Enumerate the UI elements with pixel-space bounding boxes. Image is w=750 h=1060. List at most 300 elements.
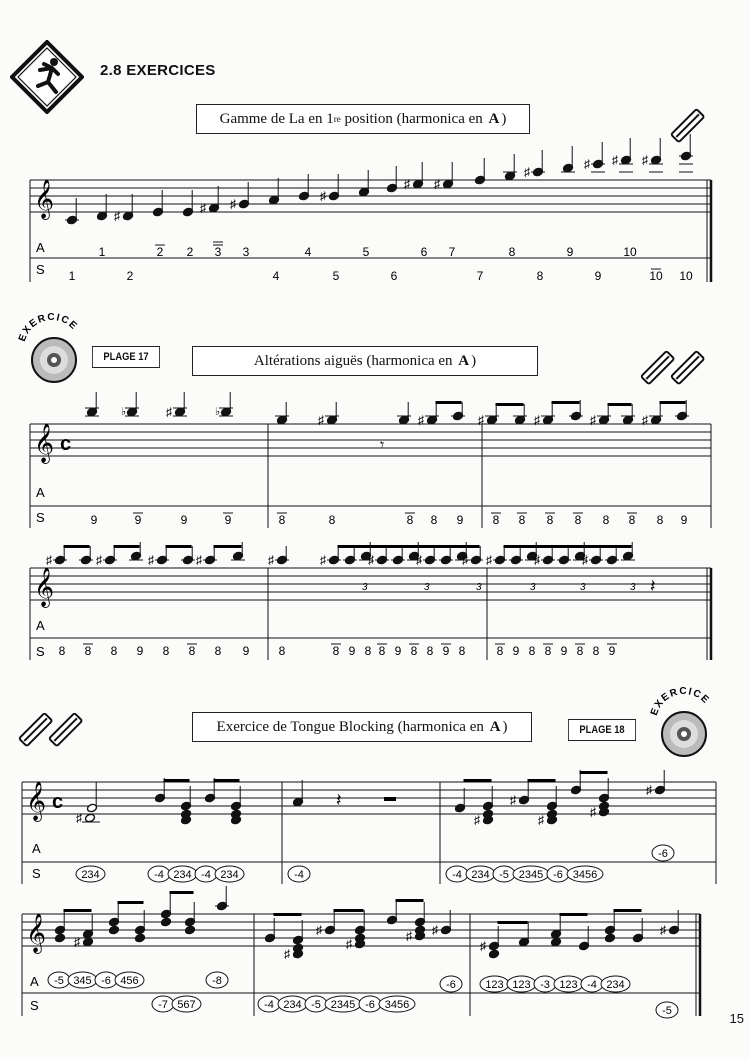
tab-value: 345	[73, 975, 92, 987]
sharp-sign: ♯	[534, 413, 540, 427]
note	[451, 402, 465, 421]
tab-label-a: A	[36, 618, 45, 633]
badge-label: EXERCICE	[16, 312, 80, 344]
triplet-mark: 3	[630, 582, 636, 593]
tab-circle	[258, 996, 280, 1012]
staff-5-tab	[48, 972, 678, 1018]
tab-number: 10	[623, 245, 637, 259]
tab-circle	[513, 866, 549, 882]
beam	[338, 545, 480, 548]
tab-number: 8	[110, 644, 118, 658]
sharp-sign: ♯	[480, 939, 486, 953]
note	[510, 780, 529, 807]
note	[269, 178, 280, 205]
tab-value: -7	[158, 999, 168, 1011]
beam	[552, 401, 580, 404]
sharp-sign: ♯	[46, 553, 52, 567]
tab-number: 1	[98, 245, 106, 259]
beam	[170, 891, 194, 894]
note	[215, 886, 229, 911]
sharp-sign: ♯	[538, 813, 544, 827]
sharp-sign: ♯	[74, 935, 80, 949]
tab-value: 234	[606, 979, 625, 991]
note	[293, 920, 304, 945]
tab-number: 8	[574, 513, 582, 527]
note	[397, 402, 411, 425]
tab-value: -4	[154, 869, 164, 881]
tab-value: 234	[283, 999, 302, 1011]
sharp-sign: ♯	[432, 923, 438, 937]
triplet-mark: 3	[476, 582, 482, 593]
tab-value: 234	[220, 869, 239, 881]
tab-circle	[168, 866, 197, 882]
note	[387, 900, 398, 925]
note	[121, 392, 139, 418]
sharp-sign: ♯	[316, 923, 322, 937]
beam	[504, 545, 632, 548]
note	[65, 198, 79, 225]
tab-number: 9	[348, 644, 356, 658]
sharp-sign: ♯	[114, 209, 120, 223]
note	[642, 138, 663, 172]
sharp-sign: ♯	[612, 153, 618, 167]
tab-circle	[48, 972, 70, 988]
tab-circle	[325, 996, 361, 1012]
tab-circle	[480, 976, 509, 992]
tab-value: -6	[101, 975, 111, 987]
section-heading: 2.8 EXERCICES	[100, 62, 216, 79]
treble-clef: 𝄞	[34, 180, 55, 218]
tab-number: 8	[656, 513, 664, 527]
sharp-sign: ♯	[284, 947, 290, 961]
tab-number: 9	[136, 644, 144, 658]
note	[161, 894, 172, 919]
note	[185, 925, 196, 935]
tab-value: 3456	[384, 999, 410, 1011]
note	[368, 546, 389, 567]
tab-value: 123	[512, 979, 531, 991]
staff-5-notes	[55, 886, 680, 961]
note	[135, 933, 146, 943]
treble-clef: 𝄞	[26, 782, 47, 820]
page-number: 15	[729, 1011, 744, 1026]
sharp-sign: ♯	[166, 405, 172, 419]
tab-number: 6	[420, 245, 428, 259]
sharp-sign: ♯	[404, 177, 410, 191]
note	[183, 190, 194, 217]
sharp-sign: ♯	[320, 189, 326, 203]
tab-number: 5	[332, 269, 340, 283]
note	[462, 546, 483, 567]
sharp-sign: ♯	[96, 553, 102, 567]
note	[534, 546, 555, 567]
tab-number: 9	[442, 644, 450, 658]
staff-3-tab	[59, 644, 617, 658]
note	[96, 546, 117, 567]
sharp-sign: ♯	[582, 553, 588, 567]
plage-17-label: PLAGE 17	[92, 346, 160, 368]
note	[646, 770, 665, 797]
beam	[464, 779, 492, 782]
note	[621, 404, 635, 425]
beam	[214, 779, 240, 782]
tab-circle	[567, 866, 603, 882]
sharp-sign: ♯	[510, 793, 516, 807]
tab-circle	[278, 996, 307, 1012]
note	[87, 782, 98, 813]
beam	[164, 779, 190, 782]
beam	[436, 401, 462, 404]
sharp-sign: ♯	[368, 553, 374, 567]
note	[55, 933, 66, 943]
tab-number: 8	[528, 644, 536, 658]
note	[621, 542, 635, 561]
tab-circle	[76, 866, 105, 882]
tab-number: 9	[594, 269, 602, 283]
beam	[498, 921, 528, 924]
tab-number: 9	[134, 513, 142, 527]
sharp-sign: ♯	[320, 553, 326, 567]
treble-clef: 𝄞	[26, 914, 47, 952]
title-key: A	[458, 352, 470, 369]
tab-value: -6	[446, 979, 456, 991]
tab-value: -4	[264, 999, 274, 1011]
beam	[214, 545, 242, 548]
tab-value: -5	[499, 869, 509, 881]
quarter-rest: 𝄽	[650, 576, 656, 596]
tab-number: 5	[362, 245, 370, 259]
tab-number: 8	[332, 644, 340, 658]
tab-value: -8	[212, 975, 222, 987]
staff-1-notes	[65, 134, 693, 225]
note	[524, 150, 545, 179]
triplet-mark: 3	[362, 582, 368, 593]
tab-number: 8	[628, 513, 636, 527]
note	[148, 546, 169, 567]
staff-2-tab	[91, 513, 688, 527]
tab-circle	[652, 845, 674, 861]
note	[612, 138, 633, 172]
tab-label-s: S	[32, 866, 41, 881]
note	[215, 392, 233, 418]
note	[293, 780, 304, 807]
note	[181, 546, 195, 565]
tab-label-a: A	[32, 841, 41, 856]
note	[391, 546, 405, 565]
beam	[274, 913, 302, 916]
tab-value: -4	[587, 979, 597, 991]
note	[404, 162, 423, 191]
note	[387, 166, 398, 193]
tab-circle	[534, 976, 556, 992]
beam	[614, 909, 642, 912]
tab-number: 9	[680, 513, 688, 527]
note	[503, 154, 517, 181]
tab-number: 8	[328, 513, 336, 527]
note	[679, 134, 693, 172]
tab-number: 8	[162, 644, 170, 658]
note	[605, 933, 616, 943]
tab-circle	[547, 866, 569, 882]
tab-circle	[379, 996, 415, 1012]
sharp-sign: ♯	[230, 197, 236, 211]
title-key: A	[489, 718, 501, 735]
sharp-sign: ♯	[76, 811, 82, 825]
sharp-sign: ♯	[660, 923, 666, 937]
tab-number: 8	[496, 644, 504, 658]
beam	[580, 771, 608, 774]
tab-number: 9	[512, 644, 520, 658]
tab-number: 8	[364, 644, 372, 658]
tab-number: 9	[242, 644, 250, 658]
tab-value: 123	[485, 979, 504, 991]
tab-number: 8	[536, 269, 544, 283]
title-text: )	[501, 110, 507, 127]
title-text: )	[502, 718, 508, 735]
tab-value: -5	[662, 1005, 672, 1017]
tab-label-s: S	[36, 262, 45, 277]
sharp-sign: ♯	[416, 553, 422, 567]
note	[551, 914, 562, 939]
note	[79, 546, 93, 565]
tab-number: 8	[592, 644, 600, 658]
tab-circle	[115, 972, 144, 988]
note	[551, 937, 562, 947]
tab-number: 9	[608, 644, 616, 658]
sharp-sign: ♯	[474, 813, 480, 827]
sharp-sign: ♯	[478, 413, 484, 427]
tab-value: -4	[294, 869, 304, 881]
tab-value: 3456	[572, 869, 598, 881]
triplet-mark: 3	[530, 582, 536, 593]
tab-number: 8	[188, 644, 196, 658]
title-text: )	[471, 352, 477, 369]
tab-circle	[148, 866, 170, 882]
note	[439, 546, 453, 565]
tab-number: 8	[492, 513, 500, 527]
triplet-mark: 3	[580, 582, 586, 593]
tab-circle	[601, 976, 630, 992]
tab-number: 2	[186, 245, 194, 259]
triplet-mark: 3	[424, 582, 430, 593]
tab-number: 9	[456, 513, 464, 527]
beam	[496, 403, 524, 406]
note	[582, 546, 603, 567]
common-time-signature: c	[52, 791, 64, 813]
note	[561, 146, 575, 173]
tab-number: 9	[560, 644, 568, 658]
sharp-sign: ♯	[462, 553, 468, 567]
tab-number: 9	[566, 245, 574, 259]
tab-circle	[172, 996, 201, 1012]
note	[434, 162, 453, 191]
treble-clef: 𝄞	[34, 424, 55, 462]
tab-circle	[215, 866, 244, 882]
flat-sign: ♭	[121, 406, 127, 418]
note	[76, 811, 97, 825]
quarter-rest: 𝄽	[336, 790, 342, 810]
tab-value: -4	[452, 869, 462, 881]
beam	[114, 545, 140, 548]
plage-18-label: PLAGE 18	[568, 719, 636, 741]
note	[605, 546, 619, 565]
note	[85, 392, 99, 417]
sharp-sign: ♯	[486, 553, 492, 567]
tab-label-a: A	[36, 240, 45, 255]
beam	[396, 899, 424, 902]
staff-4	[22, 782, 716, 884]
tab-number: 9	[90, 513, 98, 527]
beam	[64, 909, 92, 912]
tab-label-a: A	[30, 974, 39, 989]
tab-circle	[440, 976, 462, 992]
sharp-sign: ♯	[318, 413, 324, 427]
note	[275, 402, 289, 425]
tab-number: 4	[304, 245, 312, 259]
tab-value: -6	[658, 848, 668, 860]
tab-number: 9	[224, 513, 232, 527]
tab-number: 8	[426, 644, 434, 658]
staff-4-tab	[76, 845, 674, 882]
tab-value: 456	[120, 975, 139, 987]
tab-number: 2	[126, 269, 134, 283]
tab-value: 234	[81, 869, 100, 881]
tab-number: 10	[679, 269, 693, 283]
treble-clef: 𝄞	[34, 568, 55, 606]
sharp-sign: ♯	[200, 201, 206, 215]
tab-value: -3	[540, 979, 550, 991]
tab-circle	[206, 972, 228, 988]
tab-circle	[493, 866, 515, 882]
note	[196, 546, 217, 567]
beam	[334, 909, 364, 912]
note	[513, 404, 527, 425]
note	[320, 546, 341, 567]
tab-circle	[288, 866, 310, 882]
sharp-sign: ♯	[534, 553, 540, 567]
tab-number: 8	[84, 644, 92, 658]
note	[166, 392, 187, 419]
tab-value: -4	[201, 869, 211, 881]
tab-number: 3	[214, 245, 222, 259]
tab-value: 123	[559, 979, 578, 991]
tab-number: 8	[508, 245, 516, 259]
tab-number: 8	[544, 644, 552, 658]
note	[418, 402, 439, 427]
note	[109, 925, 120, 935]
tab-number: 9	[394, 644, 402, 658]
title-text: position (harmonica en	[340, 110, 487, 127]
sharp-sign: ♯	[346, 937, 352, 951]
note	[519, 922, 530, 947]
title-text: Exercice de Tongue Blocking (harmonica en	[216, 718, 488, 735]
tab-number: 7	[448, 245, 456, 259]
beam	[118, 901, 144, 904]
title-superscript: re	[333, 114, 341, 124]
note	[114, 194, 133, 223]
note	[161, 917, 172, 927]
eighth-rest: 𝄾	[380, 437, 385, 454]
sharp-sign: ♯	[406, 929, 412, 943]
tab-number: 8	[546, 513, 554, 527]
tab-number: 8	[410, 644, 418, 658]
note	[299, 174, 310, 201]
half-rest	[384, 797, 396, 801]
sharp-sign: ♯	[434, 177, 440, 191]
note	[129, 542, 143, 561]
tab-number: 8	[278, 644, 286, 658]
note	[46, 546, 67, 567]
tab-number: 8	[58, 644, 66, 658]
sharp-sign: ♯	[196, 553, 202, 567]
beam	[166, 545, 192, 548]
note	[153, 190, 164, 217]
sharp-sign: ♯	[524, 165, 530, 179]
sharp-sign: ♯	[418, 413, 424, 427]
sharp-sign: ♯	[590, 805, 596, 819]
tab-value: -6	[553, 869, 563, 881]
note	[557, 546, 571, 565]
note	[200, 186, 219, 215]
tab-circle	[656, 1002, 678, 1018]
staff-3-notes	[46, 542, 656, 596]
tab-number: 8	[576, 644, 584, 658]
tab-label-a: A	[36, 485, 45, 500]
tab-number: 9	[180, 513, 188, 527]
tab-label-s: S	[30, 998, 39, 1013]
note	[97, 194, 108, 221]
tab-number: 8	[406, 513, 414, 527]
tab-value: 567	[177, 999, 196, 1011]
tab-number: 10	[649, 269, 663, 283]
tab-value: -6	[365, 999, 375, 1011]
tab-number: 6	[390, 269, 398, 283]
beam	[608, 403, 632, 406]
note	[486, 546, 507, 567]
tab-circle	[359, 996, 381, 1012]
common-time-signature: c	[60, 433, 72, 455]
tab-number: 1	[68, 269, 76, 283]
tab-value: -5	[311, 999, 321, 1011]
tab-circle	[95, 972, 117, 988]
tab-circle	[195, 866, 217, 882]
tab-number: 8	[214, 644, 222, 658]
tab-number: 8	[278, 513, 286, 527]
sharp-sign: ♯	[642, 413, 648, 427]
tab-label-s: S	[36, 644, 45, 659]
note	[489, 949, 500, 959]
tab-number: 8	[602, 513, 610, 527]
tab-circle	[152, 996, 174, 1012]
tab-value: 234	[173, 869, 192, 881]
tab-circle	[305, 996, 327, 1012]
title-key: A	[488, 110, 500, 127]
tab-circle	[68, 972, 97, 988]
sharp-sign: ♯	[646, 783, 652, 797]
beam	[560, 913, 588, 916]
note	[455, 788, 466, 813]
sharp-sign: ♯	[642, 153, 648, 167]
note	[416, 546, 437, 567]
flat-sign: ♭	[215, 406, 221, 418]
tab-value: 2345	[330, 999, 356, 1011]
note	[509, 546, 523, 565]
sharp-sign: ♯	[148, 553, 154, 567]
tab-circle	[581, 976, 603, 992]
tab-circle	[446, 866, 468, 882]
beam	[528, 779, 556, 782]
tab-value: 234	[471, 869, 490, 881]
